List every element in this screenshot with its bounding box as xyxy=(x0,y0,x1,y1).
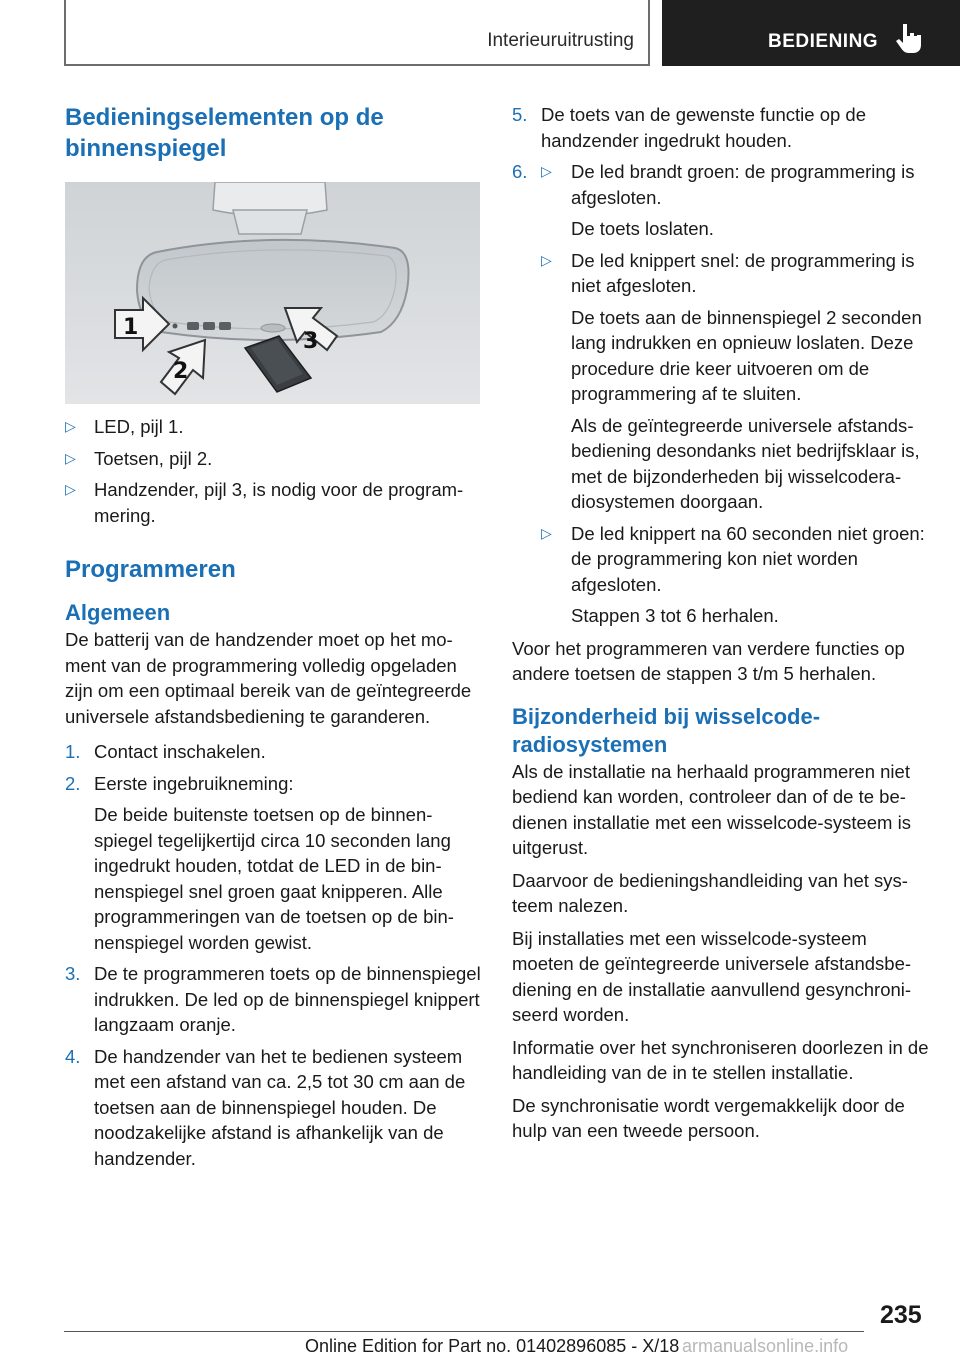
paragraph: Als de installatie na herhaald programmeren niet bediend kan worden, controleer dan of de te bedienen installatie met een wisselcode-systeem is uitgerust. xyxy=(512,760,911,858)
step-number: 4. xyxy=(65,1045,81,1067)
footer-divider xyxy=(64,1331,864,1332)
outcome-item xyxy=(541,248,932,515)
step-item xyxy=(65,739,483,765)
step-item xyxy=(65,771,483,956)
step-text: De te programmeren toets op de binnenspiegel indrukken. De led op de binnenspiegel knippert langzaam oranje. xyxy=(94,963,481,1035)
legend-text: LED, pijl 1. xyxy=(94,416,184,437)
paragraph: Daarvoor de bedieningshandleiding van het systeem nalezen. xyxy=(512,869,908,916)
intro-paragraph: De batterij van de handzender moet op het moment van de programmering volledig opgeladen zijn om een optimaal bereik van de geïntegreerde universele afstandsbediening te garanderen. xyxy=(65,629,472,727)
step-item xyxy=(65,1044,483,1172)
step-text: De handzender van het te bedienen systeem met een afstand van ca. 2,5 tot 30 cm aan de toetsen aan de binnenspiegel houden. De noodzakelijke afstand is afhankelijk van de handzender. xyxy=(94,1045,466,1169)
footer-watermark: armanualsonline.info xyxy=(682,1336,849,1356)
figure-label-3: 3 xyxy=(303,329,319,354)
step-number: 3. xyxy=(65,963,81,984)
legend-item xyxy=(65,414,483,440)
legend-text: Handzender, pijl 3, is nodig voor de programmering. xyxy=(94,479,464,526)
outcome-text: De led knippert na 60 seconden niet groen: de programmering kon niet worden afgesloten. xyxy=(571,522,925,595)
section-title: Programmeren xyxy=(65,556,236,583)
step-number: 2. xyxy=(65,772,81,794)
step-number: 6. xyxy=(512,161,528,182)
figure-legend xyxy=(65,414,483,528)
triangle-bullet-icon: ▷ xyxy=(65,481,76,497)
outcome-item xyxy=(541,521,932,629)
header-section-box xyxy=(64,0,650,66)
triangle-bullet-icon: ▷ xyxy=(65,449,76,466)
legend-text: Toetsen, pijl 2. xyxy=(94,447,213,469)
figure-label-1: 1 xyxy=(123,315,139,340)
mirror-illustration xyxy=(65,182,480,404)
steps-list xyxy=(65,739,483,1171)
triangle-bullet-icon: ▷ xyxy=(541,163,552,179)
page-title: Bedieningselementen op de binnenspiegel xyxy=(65,104,384,162)
header-section-title: Interieuruitrusting xyxy=(487,30,634,51)
step-text: De toets van de gewenste functie op de handzender ingedrukt houden. xyxy=(541,104,866,151)
pointing-hand-icon xyxy=(894,22,924,54)
header-chapter-box xyxy=(662,0,960,66)
legend-item xyxy=(65,446,483,472)
step-number: 1. xyxy=(65,741,81,762)
subsection-title: Algemeen xyxy=(65,600,171,625)
step-number: 5. xyxy=(512,104,528,125)
triangle-bullet-icon: ▷ xyxy=(65,418,76,434)
footer-edition: Online Edition for Part no. 01402896085 - X/18 xyxy=(305,1336,680,1356)
step-subtext: De beide buitenste toetsen op de binnenspiegel tegelijkertijd circa 10 seconden lang ingedrukt houden, totdat de LED in de binnenspiegel snel groen gaat knipperen. Alle programmeringen van de toetsen op de binnenspiegel worden gewist. xyxy=(94,804,454,953)
paragraph: De synchronisatie wordt vergemakkelijk door de hulp van een tweede persoon. xyxy=(512,1094,905,1141)
more-functions-paragraph: Voor het programmeren van verdere functies op andere toetsen de stappen 3 t/m 5 herhalen. xyxy=(512,637,905,684)
mirror-figure xyxy=(65,182,480,404)
outcome-subtext: De toets loslaten. xyxy=(571,218,714,239)
step-item xyxy=(512,159,932,629)
step-text: Contact inschakelen. xyxy=(94,741,266,762)
step-text: Eerste ingebruikneming: xyxy=(94,772,294,794)
paragraph: Informatie over het synchroniseren doorlezen in de handleiding van de in te stellen installatie. xyxy=(512,1036,929,1083)
left-column xyxy=(65,102,483,1171)
page-number: 235 xyxy=(880,1301,922,1329)
outcome-subtext: Als de geïntegreerde universele afstandsbediening desondanks niet bedrijfsklaar is, met de bijzonderheden bij wisselcoderadiosystemen doorgaan. xyxy=(571,414,920,512)
figure-label-2: 2 xyxy=(173,359,189,384)
outcome-subtext: De toets aan de binnenspiegel 2 seconden lang indrukken en opnieuw loslaten. Deze procedure drie keer uitvoeren om de programmering af te sluiten. xyxy=(571,306,922,404)
paragraph: Bij installaties met een wisselcode-systeem moeten de geïntegreerde universele afstandsbediening en de installatie aanvullend gesynchroniseerd worden. xyxy=(512,927,912,1025)
header-chapter-title: BEDIENING xyxy=(768,31,879,52)
subsection-title: Bijzonderheid bij wisselcoderadiosystemen xyxy=(512,703,821,757)
outcome-text: De led knippert snel: de programmering is niet afgesloten. xyxy=(571,249,915,296)
triangle-bullet-icon: ▷ xyxy=(541,524,552,541)
right-column xyxy=(512,102,932,1144)
outcome-text: De led brandt groen: de programmering is afgesloten. xyxy=(571,161,915,208)
step-item xyxy=(512,102,932,153)
legend-item xyxy=(65,477,483,528)
outcome-item xyxy=(541,159,932,242)
step-item xyxy=(65,961,483,1038)
outcome-subtext: Stappen 3 tot 6 herhalen. xyxy=(571,605,779,626)
triangle-bullet-icon: ▷ xyxy=(541,251,552,268)
